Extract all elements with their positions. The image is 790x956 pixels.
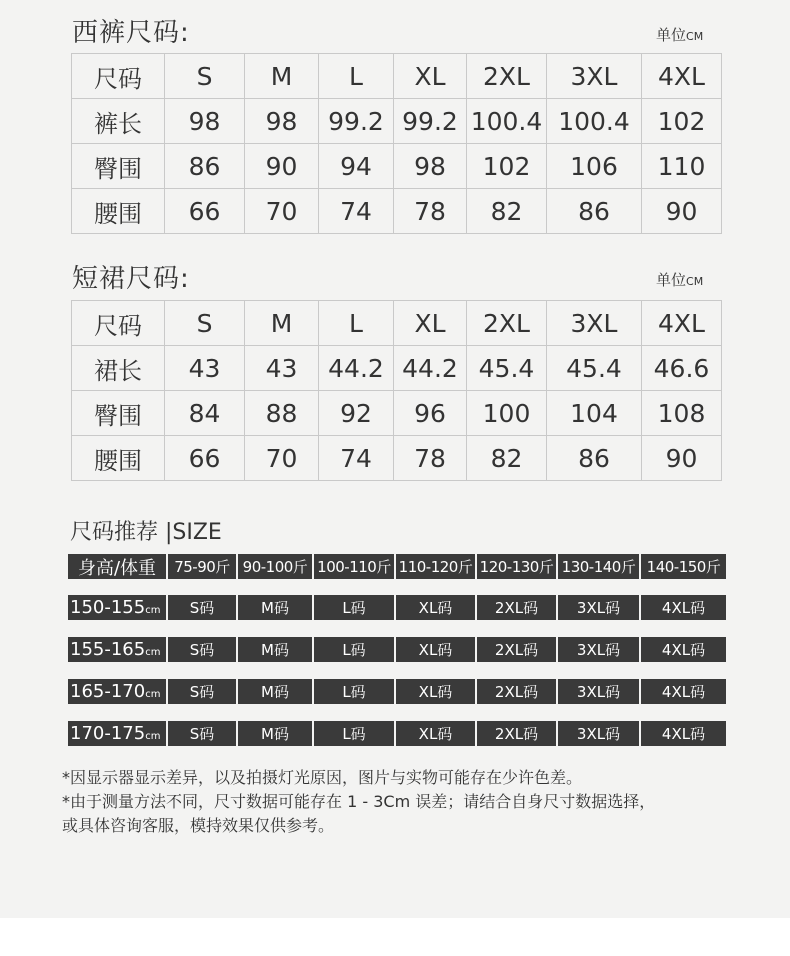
recommended-size-cell: 2XL码 xyxy=(477,637,556,662)
recommended-size-cell: M码 xyxy=(238,679,312,704)
note-line: 或具体咨询客服，模持效果仅供参考。 xyxy=(62,816,335,835)
table-row xyxy=(72,99,722,144)
weight-range-header: 110-120斤 xyxy=(396,554,475,579)
recommended-size-cell: L码 xyxy=(314,595,394,620)
row-label-cell: 裤长 xyxy=(72,99,165,144)
recommended-size-cell: L码 xyxy=(314,679,394,704)
value-cell: 2XL xyxy=(467,301,547,346)
height-range-cell xyxy=(68,721,166,746)
height-range-value: 165-170 xyxy=(70,681,146,702)
value-cell: 66 xyxy=(165,436,245,481)
weight-range-header: 140-150斤 xyxy=(641,554,726,579)
value-cell: 46.6 xyxy=(642,346,722,391)
recommended-size-cell: M码 xyxy=(238,637,312,662)
recommended-size-cell: S码 xyxy=(168,679,236,704)
height-range-value: 150-155 xyxy=(70,597,146,618)
value-cell: 44.2 xyxy=(319,346,394,391)
weight-range-header: 90-100斤 xyxy=(238,554,312,579)
height-range-cell xyxy=(68,679,166,704)
table-row xyxy=(72,436,722,481)
recommended-size-cell: 2XL码 xyxy=(477,595,556,620)
table-row xyxy=(72,391,722,436)
skirt-section-title: 短裙尺码: xyxy=(72,264,190,294)
value-cell: 84 xyxy=(165,391,245,436)
recommended-size-cell: 3XL码 xyxy=(558,637,639,662)
height-range-cell xyxy=(68,595,166,620)
value-cell: S xyxy=(165,301,245,346)
skirt-size-table xyxy=(71,300,722,481)
value-cell: 98 xyxy=(245,99,319,144)
value-cell: 4XL xyxy=(642,54,722,99)
recommended-size-cell: 4XL码 xyxy=(641,721,726,746)
value-cell: 90 xyxy=(245,144,319,189)
weight-range-header: 100-110斤 xyxy=(314,554,394,579)
value-cell: 106 xyxy=(547,144,642,189)
pants-unit-main: 单位 xyxy=(656,26,687,44)
height-range-value: 170-175 xyxy=(70,723,146,744)
value-cell: 100.4 xyxy=(467,99,547,144)
height-weight-header: 身高/体重 xyxy=(68,554,166,579)
recommended-size-cell: M码 xyxy=(238,721,312,746)
table-row xyxy=(68,595,728,620)
table-row xyxy=(68,637,728,662)
value-cell: 3XL xyxy=(547,301,642,346)
value-cell: 78 xyxy=(394,189,467,234)
recommended-size-cell: 2XL码 xyxy=(477,679,556,704)
weight-range-header: 75-90斤 xyxy=(168,554,236,579)
height-range-cell xyxy=(68,637,166,662)
value-cell: 66 xyxy=(165,189,245,234)
recommended-size-cell: 4XL码 xyxy=(641,679,726,704)
recommended-size-cell: M码 xyxy=(238,595,312,620)
value-cell: 86 xyxy=(165,144,245,189)
value-cell: XL xyxy=(394,54,467,99)
value-cell: 74 xyxy=(319,189,394,234)
value-cell: 2XL xyxy=(467,54,547,99)
value-cell: M xyxy=(245,54,319,99)
row-label-cell: 尺码 xyxy=(72,54,165,99)
row-label-cell: 腰围 xyxy=(72,189,165,234)
height-unit: cm xyxy=(145,647,161,658)
skirt-unit-main: 单位 xyxy=(656,271,687,289)
value-cell: L xyxy=(319,54,394,99)
weight-range-header: 130-140斤 xyxy=(558,554,639,579)
recommended-size-cell: XL码 xyxy=(396,637,475,662)
recommended-size-cell: 3XL码 xyxy=(558,679,639,704)
value-cell: 3XL xyxy=(547,54,642,99)
value-cell: 88 xyxy=(245,391,319,436)
recommended-size-cell: S码 xyxy=(168,637,236,662)
row-label-cell: 腰围 xyxy=(72,436,165,481)
table-header-row xyxy=(72,301,722,346)
value-cell: 82 xyxy=(467,189,547,234)
height-unit: cm xyxy=(145,605,161,616)
value-cell: 86 xyxy=(547,436,642,481)
value-cell: 98 xyxy=(165,99,245,144)
value-cell: 110 xyxy=(642,144,722,189)
value-cell: 90 xyxy=(642,189,722,234)
table-row xyxy=(72,346,722,391)
size-recommend-header xyxy=(68,554,728,579)
recommended-size-cell: S码 xyxy=(168,595,236,620)
height-range-value: 155-165 xyxy=(70,639,146,660)
value-cell: 94 xyxy=(319,144,394,189)
size-recommend-title: 尺码推荐 |SIZE xyxy=(70,520,222,545)
recommended-size-cell: S码 xyxy=(168,721,236,746)
value-cell: 70 xyxy=(245,436,319,481)
value-cell: 102 xyxy=(642,99,722,144)
value-cell: 92 xyxy=(319,391,394,436)
value-cell: 98 xyxy=(394,144,467,189)
height-unit: cm xyxy=(145,731,161,742)
table-header-row xyxy=(72,54,722,99)
value-cell: M xyxy=(245,301,319,346)
value-cell: 4XL xyxy=(642,301,722,346)
row-label-cell: 臀围 xyxy=(72,391,165,436)
value-cell: 100 xyxy=(467,391,547,436)
value-cell: 82 xyxy=(467,436,547,481)
value-cell: 43 xyxy=(245,346,319,391)
pants-size-table xyxy=(71,53,722,234)
height-unit: cm xyxy=(145,689,161,700)
recommended-size-cell: 3XL码 xyxy=(558,595,639,620)
weight-range-header: 120-130斤 xyxy=(477,554,556,579)
pants-unit-label xyxy=(656,24,703,45)
table-row xyxy=(72,189,722,234)
note-line: *由于测量方法不同，尺寸数据可能存在 1 - 3Cm 误差；请结合自身尺寸数据选择， xyxy=(62,792,656,811)
recommended-size-cell: XL码 xyxy=(396,679,475,704)
table-row xyxy=(68,721,728,746)
recommended-size-cell: L码 xyxy=(314,637,394,662)
recommended-size-cell: XL码 xyxy=(396,595,475,620)
value-cell: 70 xyxy=(245,189,319,234)
value-cell: 108 xyxy=(642,391,722,436)
value-cell: 78 xyxy=(394,436,467,481)
recommended-size-cell: 3XL码 xyxy=(558,721,639,746)
value-cell: 96 xyxy=(394,391,467,436)
value-cell: 102 xyxy=(467,144,547,189)
value-cell: XL xyxy=(394,301,467,346)
recommended-size-cell: 2XL码 xyxy=(477,721,556,746)
skirt-unit-label xyxy=(656,269,703,290)
value-cell: S xyxy=(165,54,245,99)
pants-unit-small: CM xyxy=(686,30,704,43)
table-row xyxy=(72,144,722,189)
value-cell: 43 xyxy=(165,346,245,391)
value-cell: 74 xyxy=(319,436,394,481)
recommended-size-cell: 4XL码 xyxy=(641,637,726,662)
value-cell: 99.2 xyxy=(394,99,467,144)
value-cell: 99.2 xyxy=(319,99,394,144)
recommended-size-cell: L码 xyxy=(314,721,394,746)
recommended-size-cell: XL码 xyxy=(396,721,475,746)
value-cell: 86 xyxy=(547,189,642,234)
value-cell: 104 xyxy=(547,391,642,436)
table-row xyxy=(68,679,728,704)
row-label-cell: 尺码 xyxy=(72,301,165,346)
pants-section-title: 西裤尺码: xyxy=(72,18,190,48)
value-cell: 45.4 xyxy=(467,346,547,391)
value-cell: 90 xyxy=(642,436,722,481)
value-cell: 45.4 xyxy=(547,346,642,391)
value-cell: 44.2 xyxy=(394,346,467,391)
skirt-unit-small: CM xyxy=(686,275,704,288)
value-cell: L xyxy=(319,301,394,346)
row-label-cell: 臀围 xyxy=(72,144,165,189)
notes xyxy=(62,766,655,838)
value-cell: 100.4 xyxy=(547,99,642,144)
recommended-size-cell: 4XL码 xyxy=(641,595,726,620)
note-line: *因显示器显示差异，以及拍摄灯光原因，图片与实物可能存在少许色差。 xyxy=(62,768,583,787)
row-label-cell: 裙长 xyxy=(72,346,165,391)
